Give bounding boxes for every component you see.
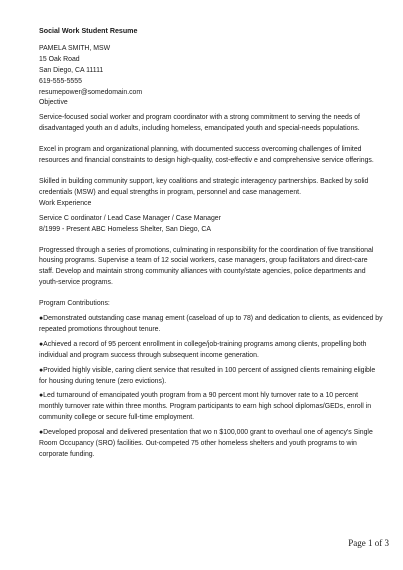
contribution-item: ●Demonstrated outstanding case manag ement (caseload of up to 78) and dedication to clients, as evidenced by repeated promotions throughout tenure. (39, 315, 383, 333)
page-number: Page 1 of 3 (348, 538, 389, 548)
job-title: Service C oordinator / Lead Case Manager / Case Manager (39, 214, 221, 222)
contribution-item: ●Provided highly visible, caring client service that resulted in 100 percent of assigned clients remaining eligible for housing during tenure (zero evictions). (39, 366, 376, 385)
contribution-item: ●Led turnaround of emancipated youth program from a 90 percent mont hly turnover rate to a 10 percent monthly turnover rate within three months. Program participants to earn high school diplomas/GEDs, enroll in community college or secure full-time employment. (39, 392, 372, 422)
job-dates-employer: 8/1999 - Present ABC Homeless Shelter, San Diego, CA (39, 225, 211, 233)
contribution-item: ●Developed proposal and delivered presentation that wo n $100,000 grant to overhaul one of agency's Single Room Occupancy (SRO) facilities. Out-competed 75 other homeless shelters and youth programs to win corporate funding. (39, 429, 373, 458)
job-summary: Progressed through a series of promotions, culminating in responsibility for the coordination of five transitional housing programs. Supervise a team of 12 social workers, case managers, group facilitators and direct-care staff. Develop and maintain strong community alliances with county/state agencies, police departments and youth-service programs. (39, 246, 374, 287)
objective-paragraph: Service-focused social worker and program coordinator with a strong commitment to serving the needs of disadvantaged youth an d adults, including homeless, emancipated youth and special-needs populations. (39, 114, 360, 133)
address-line-2: San Diego, CA 11111 (39, 66, 104, 74)
document-title: Social Work Student Resume (39, 27, 138, 35)
candidate-name: PAMELA SMITH, MSW (39, 44, 111, 52)
program-contributions-heading: Program Contributions: (39, 300, 110, 308)
resume-content (39, 26, 384, 461)
objective-heading: Objective (39, 99, 68, 107)
phone-number: 619-555-5555 (39, 77, 82, 85)
contribution-item: ●Achieved a record of 95 percent enrollment in college/job-training programs among clients, propelling both individual and program success through subsequent income generation. (39, 340, 367, 359)
objective-paragraph: Skilled in building community support, key coalitions and strategic interagency partnerships. Backed by solid credentials (MSW) and equal strengths in program, personnel and case management. (39, 177, 369, 196)
email-address: resumepower@somedomain.com (39, 88, 143, 96)
work-experience-heading: Work Experience (39, 199, 92, 207)
address-line-1: 15 Oak Road (39, 55, 80, 63)
objective-paragraph: Excel in program and organizational planning, with documented success overcoming challenges of limited resources and financial constraints to design high-quality, cost-effectiv e and comprehensive service offerings. (39, 146, 374, 165)
